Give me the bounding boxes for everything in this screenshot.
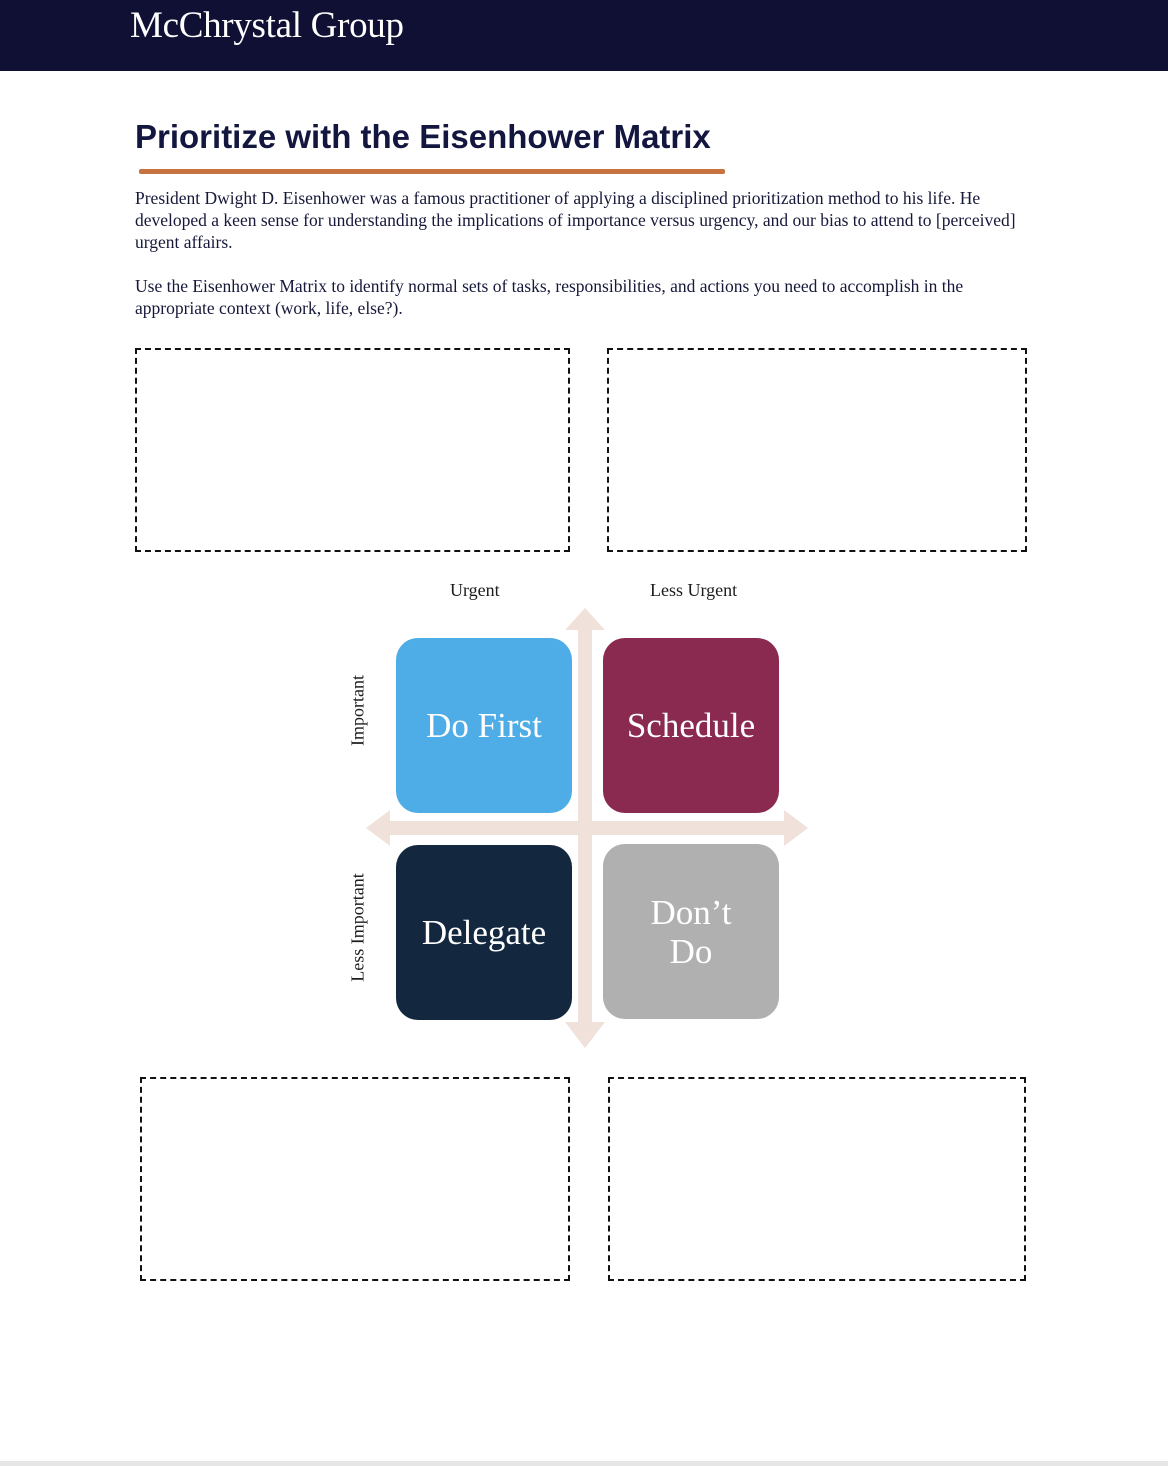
- quadrant-delegate-label: Delegate: [421, 913, 547, 952]
- instruction-paragraph: Use the Eisenhower Matrix to identify normal sets of tasks, responsibilities, and actions you need to accomplish in the appropriate context (work, life, else?).: [135, 276, 964, 318]
- important-label: Important: [347, 675, 368, 746]
- page-title: Prioritize with the Eisenhower Matrix: [135, 118, 711, 155]
- title-underline: [139, 169, 725, 174]
- quadrant-dont-do-label-line1: Don’t: [650, 892, 732, 932]
- quadrant-delegate: [396, 845, 572, 1020]
- notes-box-top-right[interactable]: [607, 348, 1027, 552]
- header-bar: [0, 0, 1168, 71]
- quadrant-schedule: [603, 638, 779, 813]
- quadrant-dont-do: [603, 844, 779, 1019]
- less-important-label: Less Important: [347, 873, 368, 982]
- brand-logo: McChrystal Group: [130, 5, 404, 46]
- notes-box-top-left[interactable]: [135, 348, 570, 552]
- quadrant-schedule-label: Schedule: [626, 706, 756, 745]
- urgent-label: Urgent: [450, 580, 500, 600]
- notes-box-bottom-right[interactable]: [608, 1077, 1026, 1281]
- quadrant-do-first-label: Do First: [426, 706, 542, 745]
- page-bottom-edge: [0, 1461, 1168, 1466]
- less-urgent-label: Less Urgent: [650, 580, 738, 600]
- intro-paragraph: President Dwight D. Eisenhower was a famous practitioner of applying a disciplined prioritization method to his life. He developed a keen sense for understanding the implications of importance versus urgency, and our bias to attend to [perceived] urgent affairs.: [135, 188, 1016, 252]
- notes-box-bottom-left[interactable]: [140, 1077, 570, 1281]
- quadrant-dont-do-label-line2: Do: [669, 931, 713, 971]
- quadrant-do-first: [396, 638, 572, 813]
